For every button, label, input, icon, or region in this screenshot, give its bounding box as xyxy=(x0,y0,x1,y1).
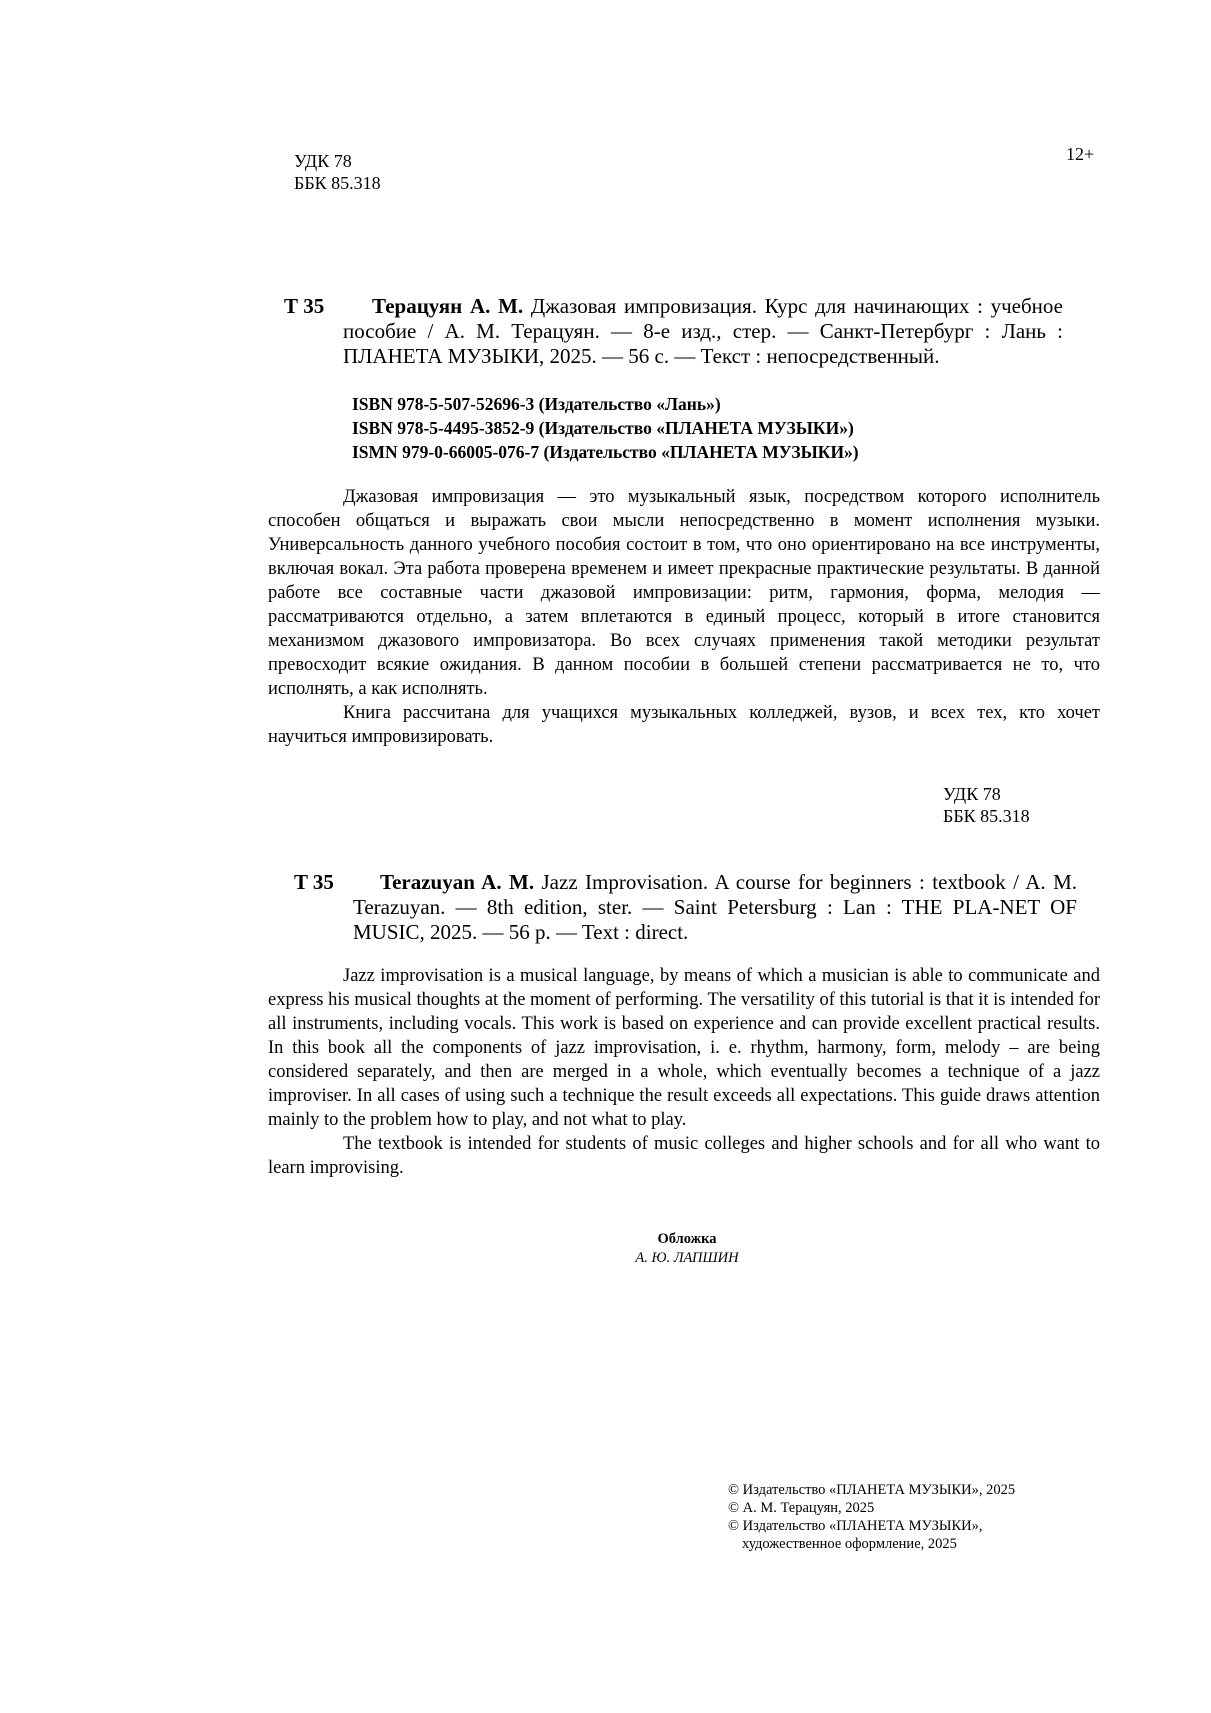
en-annotation-paragraph: The textbook is intended for students of music colleges and higher schools and for all who want to learn improvising. xyxy=(268,1134,1100,1178)
isbn-planeta: ISBN 978-5-4495-3852-9 (Издательство «ПЛАНЕТА МУЗЫКИ») xyxy=(352,418,854,438)
cover-label: Обложка xyxy=(657,1231,717,1247)
ru-author: Терацуян А. М. xyxy=(372,294,524,318)
udk-code: УДК 78 xyxy=(943,784,1001,804)
copyright-block xyxy=(728,1481,1015,1553)
ru-bibliographic-entry xyxy=(343,294,1063,369)
copyright-line: © А. М. Терацуян, 2025 xyxy=(728,1500,875,1516)
ismn-planeta: ISMN 979-0-66005-076-7 (Издательство «ПЛАНЕТА МУЗЫКИ») xyxy=(352,442,859,462)
udk-code: УДК 78 xyxy=(294,151,352,171)
bbk-code: ББК 85.318 xyxy=(294,173,381,193)
ru-annotation-paragraph: Джазовая импровизация — это музыкальный язык, посредством которого исполнитель способен общаться и выражать свои мысли непосредственно в момент исполнения музыки. Универсальность данного учебного пособия состоит в том, что оно ориентировано на все инструменты, включая вокал. Эта работа проверена временем и имеет прекрасные практические результаты. В данной работе все составные части джазовой импровизации: ритм, гармония, форма, мелодия — рассматриваются отдельно, а затем вплетаются в единый процесс, который в итоге становится механизмом джазового импровизатора. Во всех случаях применения такой методики результат превосходит всякие ожидания. В данном пособии в большей степени рассматривается не то, что исполнять, а как исполнять. xyxy=(268,487,1100,699)
cover-artist: А. Ю. ЛАПШИН xyxy=(635,1250,739,1266)
ru-annotation-paragraph: Книга рассчитана для учащихся музыкальных колледжей, вузов, и всех тех, кто хочет научиться импровизировать. xyxy=(268,703,1100,747)
ru-entry-description: Джазовая импровизация. Курс для начинающих : учебное пособие / А. М. Терацуян. — 8-е изд., стер. — Санкт-Петербург : Лань : ПЛАНЕТА МУЗЫКИ, 2025. — 56 с. — Текст : непосредственный. xyxy=(343,294,1064,368)
bottom-classification xyxy=(943,783,1030,827)
en-author: Terazuyan A. M. xyxy=(380,870,535,894)
top-classification xyxy=(294,150,381,194)
en-author-sign: T 35 xyxy=(294,870,334,894)
bbk-code: ББК 85.318 xyxy=(943,806,1030,826)
copyright-line: © Издательство «ПЛАНЕТА МУЗЫКИ», 2025 xyxy=(728,1482,1016,1498)
ru-annotation xyxy=(268,485,1100,749)
en-annotation-paragraph: Jazz improvisation is a musical language, by means of which a musician is able to communicate and express his musical thoughts at the moment of performing. The versatility of this tutorial is that it is intended for all instruments, including vocals. This work is based on experience and can provide excellent practical results. In this book all the components of jazz improvisation, i. e. rhythm, harmony, form, melody – are being considered separately, and then are merged in a whole, which eventually becomes a technique of a jazz improviser. In all cases of using such a technique the result exceeds all expectations. This guide draws attention mainly to the problem how to play, and not what to play. xyxy=(268,966,1101,1130)
isbn-lan: ISBN 978-5-507-52696-3 (Издательство «Лань») xyxy=(352,394,721,414)
en-annotation xyxy=(268,964,1100,1180)
identifiers-block xyxy=(352,392,859,464)
ru-author-sign: Т 35 xyxy=(284,294,325,318)
en-bibliographic-entry xyxy=(353,870,1077,945)
copyright-line: © Издательство «ПЛАНЕТА МУЗЫКИ», xyxy=(728,1518,983,1534)
copyright-line: художественное оформление, 2025 xyxy=(742,1536,957,1552)
cover-credit xyxy=(560,1230,814,1268)
en-entry-description: Jazz Improvisation. A course for beginners : textbook / A. M. Terazuyan. — 8th edition, ster. — Saint Petersburg : Lan : THE PLA-NET OF MUSIC, 2025. — 56 p. — Text : direct. xyxy=(353,870,1078,944)
age-rating: 12+ xyxy=(1066,144,1095,164)
